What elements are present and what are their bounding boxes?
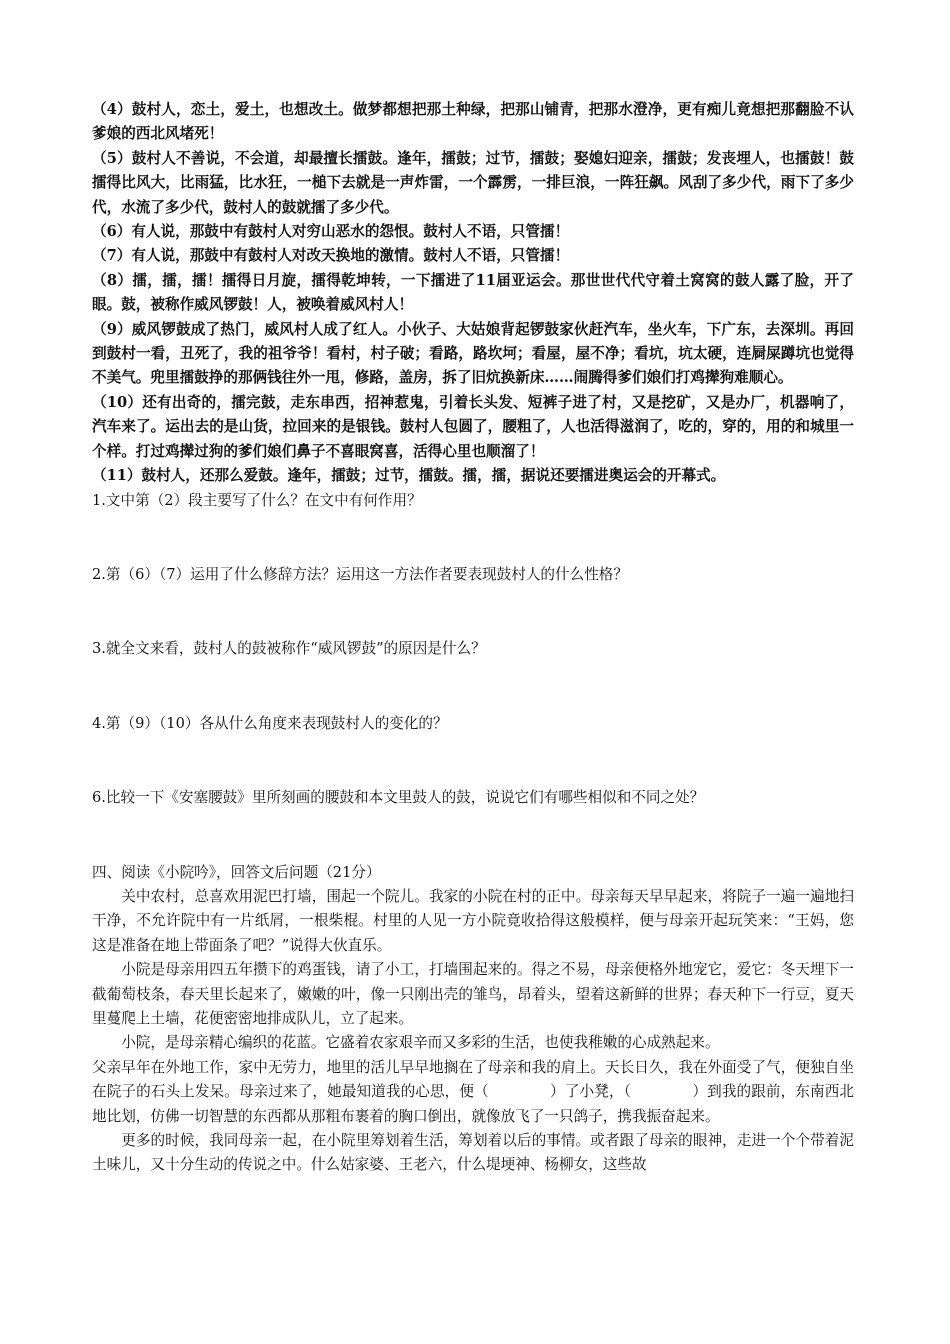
story-paragraph-4: [92, 1056, 854, 1129]
story-paragraph-5: 更多的时候，我同母亲一起，在小院里筹划着生活，筹划着以后的事情。或者跟了母亲的眼神，走进一个个带着泥土味儿，又十分生动的传说之中。什么姑家婆、王老六，什么堤埂神、杨柳女，这些故: [92, 1132, 854, 1174]
question-4: 4.第（9）（10）各从什么角度来表现鼓村人的变化的？: [92, 714, 448, 732]
paragraph-11: （11）鼓村人，还那么爱鼓。逢年，擂鼓；过节，擂鼓。擂，擂，据说还要擂进奥运会的开幕式。: [92, 467, 726, 485]
story-paragraph-4-part-b: ）了小凳，（: [550, 1083, 632, 1101]
story-paragraph-2: 小院是母亲用四五年攒下的鸡蛋钱，请了小工，打墙围起来的。得之不易，母亲便格外地宠它，爱它：冬天埋下一截葡萄枝条，春天里长起来了，嫩嫩的叶，像一只刚出壳的雏鸟，昂着头，望着这新鲜的世界；春天种下一行豆，夏天里蔓爬上土墙，花便密密地排成队儿，立了起来。: [92, 961, 854, 1027]
paragraph-6: （6）有人说，那鼓中有鼓村人对穷山恶水的怨恨。鼓村人不语，只管擂！: [92, 223, 570, 241]
document-page: [92, 98, 854, 1178]
paragraph-10: （10）还有出奇的，擂完鼓，走东串西，招神惹鬼，引着长头发、短裤子进了村，又是挖矿，又是办厂，机器响了，汽车来了。运出去的是山货，拉回来的是银钱。鼓村人包圆了，腰粗了，人也活得滋润了，吃的，穿的，用的和城里一个样。打过鸡撵过狗的爹们娘们鼻子不喜眼窝喜，活得心里也顺溜了！: [92, 393, 854, 460]
paragraph-8: （8）擂，擂，擂！擂得日月旋，擂得乾坤转，一下擂进了11届亚运会。那世世代代守着土窝窝的鼓人露了脸，开了眼。鼓，被称作威风锣鼓！人，被唤着威风村人！: [92, 271, 854, 314]
paragraph-9: （9）威风锣鼓成了热门，威风村人成了红人。小伙子、大姑娘背起锣鼓家伙赶汽车，坐火车，下广东，去深圳。再回到鼓村一看，丑死了，我的祖爷爷！看村，村子破；看路，路坎坷；看屋，屋不净；看坑，坑太硬，连屙屎蹲坑也觉得不美气。兜里擂鼓挣的那俩钱往外一甩，修路，盖房，拆了旧炕换新床……闹腾得爹们娘们打鸡撵狗难顺心。: [92, 320, 854, 387]
paragraph-5: （5）鼓村人不善说，不会道，却最擅长擂鼓。逢年，擂鼓；过节，擂鼓；娶媳妇迎亲，擂鼓；发丧埋人，也擂鼓！鼓擂得比风大，比雨猛，比水狂，一槌下去就是一声炸雷，一个霹雳，一排巨浪，一阵狂飙。风刮了多少代，雨下了多少代，水流了多少代，鼓村人的鼓就擂了多少代。: [92, 149, 854, 216]
story-paragraph-1: 关中农村，总喜欢用泥巴打墙，围起一个院儿。我家的小院在村的正中。母亲每天早早起来，将院子一遍一遍地扫干净，不允许院中有一片纸屑，一根柴棍。村里的人见一方小院竟收拾得这般模样，便与母亲开起玩笑来：“王妈，您这是准备在地上带面条了吧？”说得大伙直乐。: [92, 887, 854, 954]
section-four-title: 四、阅读《小院吟》，回答文后问题（21分）: [92, 863, 381, 881]
story-paragraph-3: 小院，是母亲精心编织的花蓝。它盛着农家艰辛而又多彩的生活，也使我稚嫩的心成熟起来。: [121, 1034, 720, 1052]
question-2: 2.第（6）（7）运用了什么修辞方法？运用这一方法作者要表现鼓村人的什么性格？: [92, 565, 628, 583]
question-3: 3.就全文来看，鼓村人的鼓被称作“威风锣鼓”的原因是什么？: [92, 640, 486, 658]
question-6: 6.比较一下《安塞腰鼓》里所刻画的腰鼓和本文里鼓人的鼓，说说它们有哪些相似和不同之处？: [92, 789, 705, 807]
question-1: 1.文中第（2）段主要写了什么？在文中有何作用？: [92, 491, 422, 509]
story-paragraph-4-part-c: ）到我的跟前，东南西北地比划，仿佛一切智慧的东西都从那粗布裹着的胸口倒出，就像放飞了一只鸽子，携我振奋起来。: [92, 1083, 854, 1125]
story-paragraph-4-part-a: 父亲早年在外地工作，家中无劳力，地里的活儿早早地搁在了母亲和我的肩上。天长日久，我在外面受了气，便独自坐在院子的石头上发呆。母亲过来了，她最知道我的心思，便（: [92, 1058, 854, 1101]
paragraph-7: （7）有人说，那鼓中有鼓村人对改天换地的激情。鼓村人不语，只管擂！: [92, 247, 570, 265]
paragraph-4: （4）鼓村人，恋土，爱土，也想改土。做梦都想把那土种绿，把那山铺青，把那水澄净，更有痴儿竟想把那翻脸不认爹娘的西北风堵死！: [92, 101, 854, 143]
